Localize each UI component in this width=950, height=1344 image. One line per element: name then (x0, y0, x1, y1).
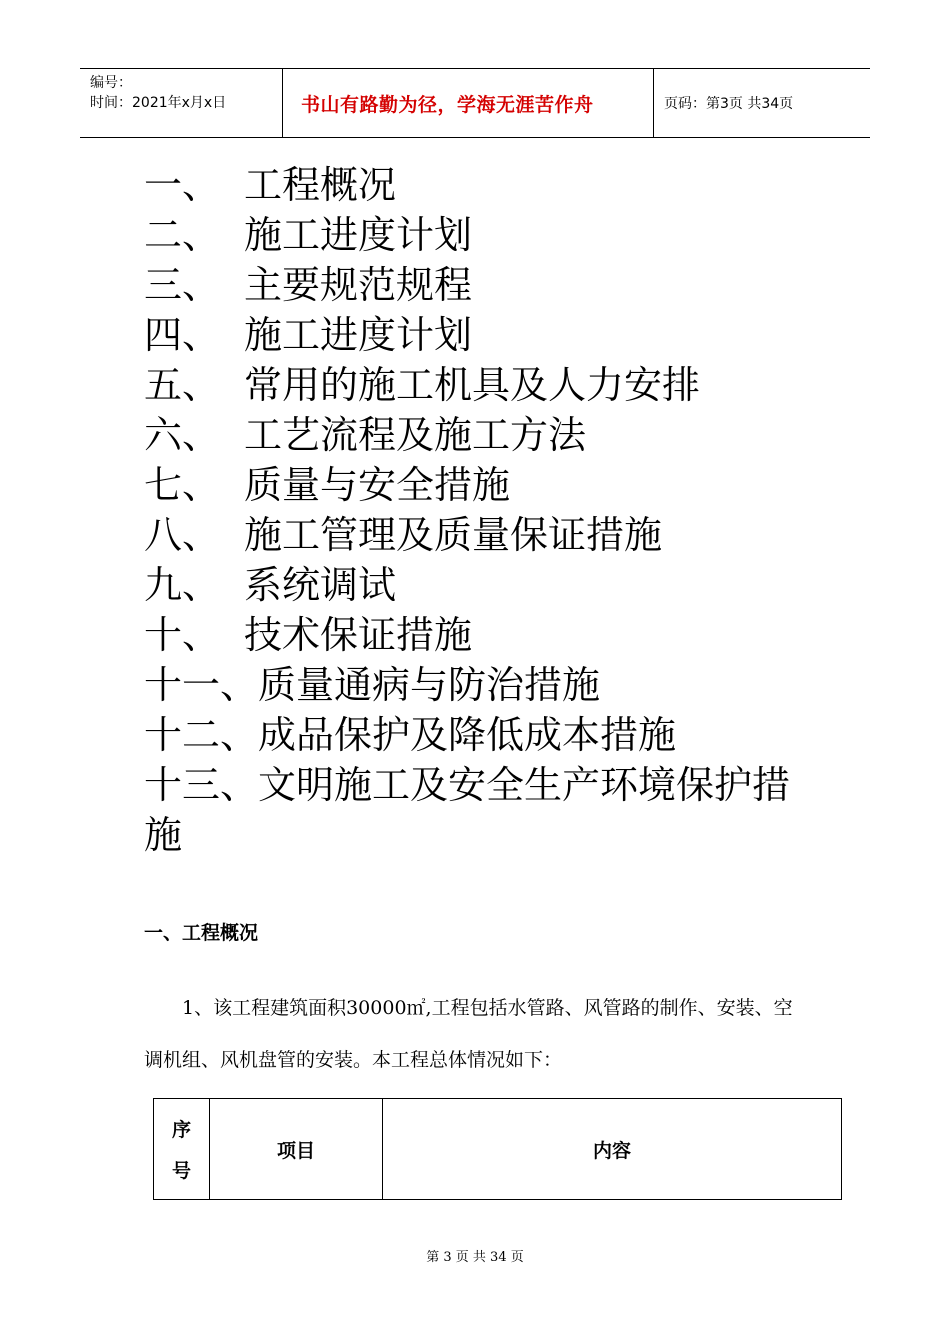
toc-item (144, 160, 844, 210)
toc-number: 二、 (144, 213, 221, 257)
toc-title: 技术保证措施 (244, 613, 473, 657)
toc-title: 常用的施工机具及人力安排 (244, 363, 701, 407)
toc-title: 施工进度计划 (244, 313, 473, 357)
table-header-content: 内容 (592, 1139, 631, 1162)
date-label: 时间：2021年x月x日 (90, 95, 227, 111)
overview-table (153, 1098, 842, 1200)
page-header (80, 68, 870, 138)
section-paragraph: 1、该工程建筑面积30000㎡,工程包括水管路、风管路的制作、安装、空调机组、风机盘管的安装。本工程总体情况如下： (144, 997, 793, 1071)
header-meta (80, 69, 282, 137)
page-footer: 第 3 页 共 34 页 (426, 1250, 524, 1265)
code-label: 编号： (90, 75, 132, 91)
toc-title: 质量通病与防治措施 (258, 663, 601, 707)
toc-number: 三、 (144, 263, 221, 307)
page-info: 页码：第3页 共34页 (664, 96, 794, 112)
toc-number: 五、 (144, 363, 221, 407)
toc-title: 施工管理及质量保证措施 (244, 513, 663, 557)
header-index-char-2: 号 (171, 1160, 191, 1182)
motto-text: 书山有路勤为径，学海无涯苦作舟 (301, 93, 594, 116)
table-header-index (154, 1099, 210, 1199)
toc-item (144, 360, 844, 410)
toc-title: 工程概况 (244, 163, 397, 207)
toc-number: 七、 (144, 463, 221, 507)
toc-item (144, 660, 844, 710)
header-index-char-1: 序 (171, 1119, 191, 1141)
toc-number: 八、 (144, 513, 221, 557)
toc-number: 四、 (144, 313, 221, 357)
toc-item (144, 760, 814, 860)
table-of-contents (144, 160, 844, 860)
toc-number: 六、 (144, 413, 221, 457)
toc-title: 工艺流程及施工方法 (244, 413, 587, 457)
toc-number: 十、 (144, 613, 221, 657)
toc-title: 成品保护及降低成本措施 (258, 713, 677, 757)
toc-item (144, 310, 844, 360)
toc-title: 质量与安全措施 (244, 463, 511, 507)
toc-number: 九、 (144, 563, 221, 607)
header-page-cell (654, 69, 870, 137)
toc-item (144, 710, 844, 760)
toc-title: 施工进度计划 (244, 213, 473, 257)
toc-item (144, 460, 844, 510)
toc-title: 文明施工及安全生产环境保护措施 (144, 763, 791, 857)
section-heading: 一、工程概况 (144, 922, 259, 944)
toc-number: 十一、 (144, 663, 259, 707)
toc-number: 十三、 (144, 763, 259, 807)
toc-title: 系统调试 (244, 563, 397, 607)
toc-number: 一、 (144, 163, 221, 207)
toc-item (144, 510, 844, 560)
toc-item (144, 610, 844, 660)
toc-item (144, 260, 844, 310)
table-header-item: 项目 (210, 1099, 383, 1199)
toc-title: 主要规范规程 (244, 263, 473, 307)
toc-item (144, 410, 844, 460)
toc-item (144, 560, 844, 610)
header-motto-cell (282, 69, 654, 137)
toc-item (144, 210, 844, 260)
toc-number: 十二、 (144, 713, 259, 757)
